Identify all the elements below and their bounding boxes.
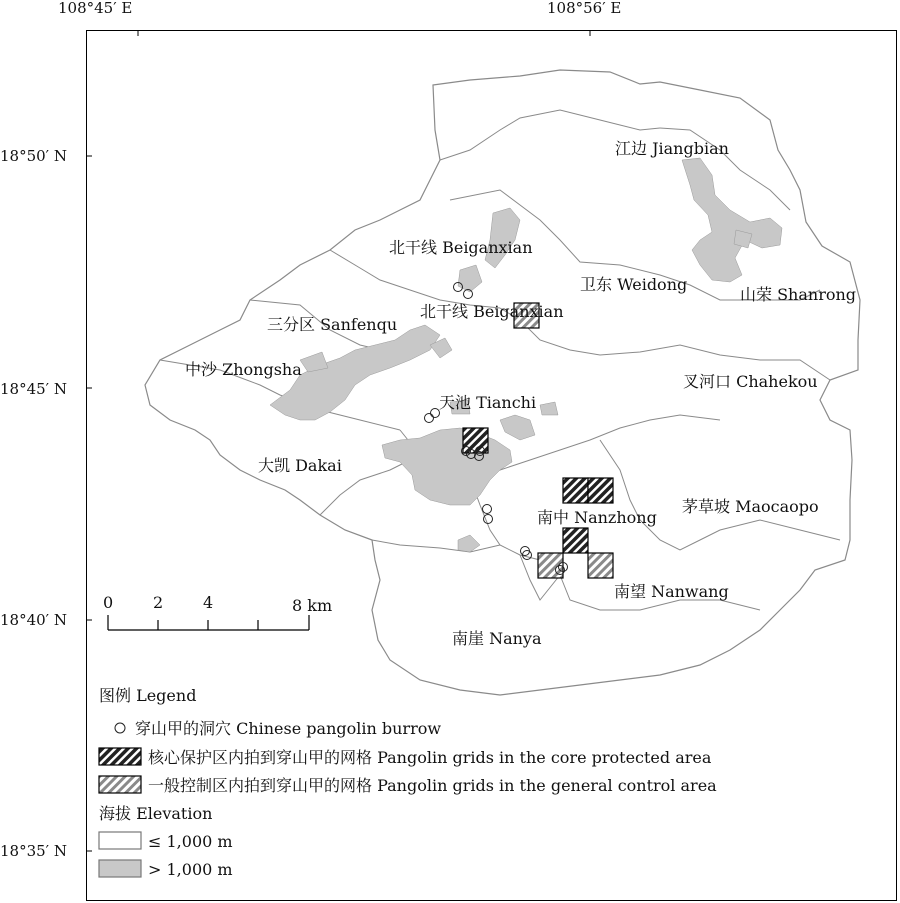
place-label-shanrong: 山荣 Shanrong	[740, 285, 857, 304]
latitude-label-45: 18°45′ N	[0, 380, 67, 398]
legend-burrow-label: 穿山甲的洞穴 Chinese pangolin burrow	[135, 719, 442, 738]
place-label-maocaopo: 茅草坡 Maocaopo	[682, 497, 819, 516]
legend-burrow-symbol	[115, 723, 125, 733]
general-grid-nanwang-2	[588, 553, 613, 578]
legend-elevation-title: 海拔 Elevation	[99, 804, 213, 823]
place-label-weidong: 卫东 Weidong	[580, 275, 688, 294]
place-label-tianchi: 天池 Tianchi	[439, 393, 537, 412]
place-label-zhongsha: 中沙 Zhongsha	[185, 360, 302, 379]
place-label-nanwang: 南望 Nanwang	[614, 582, 729, 601]
place-label-nanzhong: 南中 Nanzhong	[537, 508, 657, 527]
core-grid-nanzhong-1	[563, 478, 588, 503]
scale-label-0: 0	[103, 593, 114, 612]
legend-core-symbol	[99, 748, 141, 765]
legend-low-elevation-label: ≤ 1,000 m	[148, 832, 233, 851]
scale-label-2: 2	[153, 593, 164, 612]
latitude-label-50: 18°50′ N	[0, 147, 67, 165]
legend-core-label: 核心保护区内拍到穿山甲的网格 Pangolin grids in the core protected area	[148, 748, 712, 767]
legend-title: 图例 Legend	[99, 686, 197, 705]
legend-high-elevation-label: > 1,000 m	[148, 860, 233, 879]
latitude-label-40: 18°40′ N	[0, 611, 67, 629]
longitude-label-right: 108°56′ E	[547, 0, 622, 17]
latitude-label-35: 18°35′ N	[0, 842, 67, 860]
place-label-beiganxian-north: 北干线 Beiganxian	[389, 238, 533, 257]
place-label-chahekou: 叉河口 Chahekou	[683, 372, 818, 391]
place-label-sanfenqu: 三分区 Sanfenqu	[267, 315, 398, 334]
legend-low-elevation-symbol	[99, 832, 141, 849]
scale-bar	[108, 615, 309, 630]
longitude-label-left: 108°45′ E	[58, 0, 133, 17]
legend-high-elevation-symbol	[99, 860, 141, 877]
place-label-nanya: 南崖 Nanya	[452, 629, 542, 648]
legend-general-label: 一般控制区内拍到穿山甲的网格 Pangolin grids in the general control area	[148, 776, 717, 795]
place-label-jiangbian: 江边 Jiangbian	[615, 139, 729, 158]
core-grid-nanzhong-2	[588, 478, 613, 503]
legend-general-symbol	[99, 776, 141, 793]
scale-label-8km: 8 km	[292, 596, 333, 615]
place-label-dakai: 大凯 Dakai	[258, 456, 342, 475]
place-label-beiganxian-south: 北干线 Beiganxian	[420, 302, 564, 321]
core-grid-nanzhong-3	[563, 528, 588, 553]
scale-label-4: 4	[203, 593, 214, 612]
